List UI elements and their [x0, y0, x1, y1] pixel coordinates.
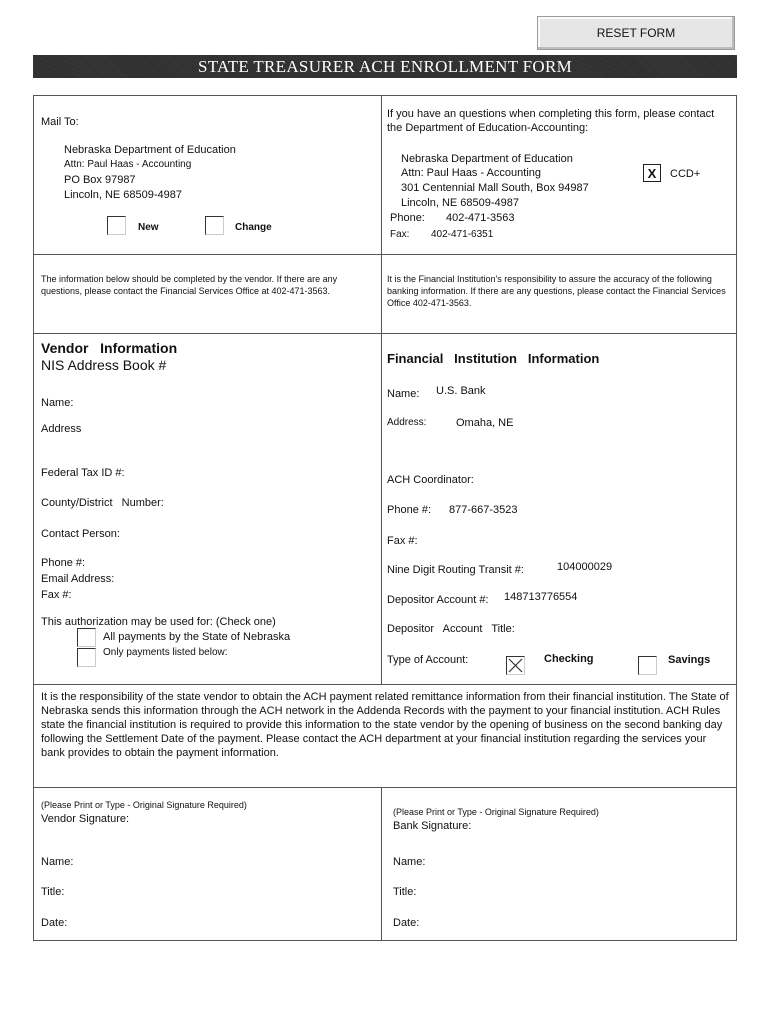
responsibility-text: It is the responsibility of the state vendor to obtain the ACH payment related remittance information from their financial institution. The State of Nebraska sends this information through the ACH network in the Addenda Records with the payment to your financial institution. ACH Rules state the financial institution is required to provide this information to the state vendor by the opening of business on the second banking day following the Settlement Date of the payment. Please contact the ACH department at your financial institution regarding the services your bank provides to obtain the payment information.	[41, 691, 729, 759]
ccd-checkbox[interactable]: X	[643, 164, 661, 182]
listed-payments-checkbox[interactable]	[77, 648, 96, 667]
checkmark-x-icon	[507, 657, 524, 674]
phone-label: Phone:	[390, 212, 425, 224]
reset-form-button[interactable]: RESET FORM	[537, 16, 735, 50]
account-number-value[interactable]: 148713776554	[504, 591, 578, 603]
bank-heading: Financial Institution Information	[387, 351, 600, 366]
account-number-label: Depositor Account #:	[387, 594, 489, 606]
routing-label: Nine Digit Routing Transit #:	[387, 564, 524, 576]
bank-sig-date-label: Date:	[393, 917, 420, 929]
bank-phone-value[interactable]: 877-667-3523	[449, 504, 518, 516]
questions-street: 301 Centennial Mall South, Box 94987	[401, 182, 589, 194]
questions-city: Lincoln, NE 68509-4987	[401, 197, 520, 209]
questions-intro: If you have an questions when completing this form, please contact the Department of Education-Accounting:	[387, 108, 715, 134]
fax-label: Fax:	[390, 229, 410, 240]
nis-address-label: NIS Address Book #	[41, 357, 167, 373]
vendor-heading: Vendor Information	[41, 340, 178, 356]
vendor-address-label: Address	[41, 423, 82, 435]
vendor-sig-name-label: Name:	[41, 856, 74, 868]
ccd-label: CCD+	[670, 168, 701, 180]
questions-org: Nebraska Department of Education	[401, 153, 573, 165]
ach-coordinator-label: ACH Coordinator:	[387, 474, 474, 486]
vendor-fax-label: Fax #:	[41, 589, 72, 601]
mail-to-label: Mail To:	[41, 116, 79, 128]
checking-label: Checking	[544, 653, 594, 665]
bank-sig-name-label: Name:	[393, 856, 426, 868]
checking-checkbox[interactable]	[506, 656, 525, 675]
bank-address-value[interactable]: Omaha, NE	[456, 417, 514, 429]
bank-address-label: Address:	[387, 417, 427, 428]
bank-phone-label: Phone #:	[387, 504, 432, 516]
change-label: Change	[235, 222, 272, 233]
vendor-name-label: Name:	[41, 397, 74, 409]
all-payments-label: All payments by the State of Nebraska	[103, 631, 291, 643]
bank-sig-title-label: Title:	[393, 886, 417, 898]
new-label: New	[138, 222, 159, 233]
account-title-label: Depositor Account Title:	[387, 623, 515, 635]
account-type-label: Type of Account:	[387, 654, 469, 666]
bank-signature-label: Bank Signature:	[393, 820, 472, 832]
savings-checkbox[interactable]	[638, 656, 657, 675]
bank-name-value[interactable]: U.S. Bank	[436, 385, 486, 397]
contact-person-label: Contact Person:	[41, 528, 120, 540]
email-label: Email Address:	[41, 573, 115, 585]
county-district-label: County/District Number:	[41, 497, 164, 509]
all-payments-checkbox[interactable]	[77, 628, 96, 647]
vendor-sig-note: (Please Print or Type - Original Signature Required)	[41, 800, 247, 810]
vendor-sig-date-label: Date:	[41, 917, 68, 929]
authorization-label: This authorization may be used for: (Check one)	[41, 616, 276, 628]
mail-city: Lincoln, NE 68509-4987	[64, 189, 183, 201]
savings-label: Savings	[668, 654, 711, 666]
bank-note: It is the Financial Institution's responsibility to assure the accuracy of the following banking information. If there are any questions, please contact the Financial Services Office 402-471-3563.	[387, 274, 726, 308]
form-title: STATE TREASURER ACH ENROLLMENT FORM	[33, 55, 737, 78]
vendor-signature-label: Vendor Signature:	[41, 813, 130, 825]
federal-tax-label: Federal Tax ID #:	[41, 467, 125, 479]
mail-attn: Attn: Paul Haas - Accounting	[64, 159, 192, 170]
vendor-sig-title-label: Title:	[41, 886, 65, 898]
change-checkbox[interactable]	[205, 216, 224, 235]
fax-value: 402-471-6351	[431, 229, 494, 240]
new-checkbox[interactable]	[107, 216, 126, 235]
routing-value[interactable]: 104000029	[557, 561, 613, 573]
vendor-note: The information below should be completed by the vendor. If there are any questions, please contact the Financial Services Office at 402-471-3563.	[41, 274, 338, 296]
bank-fax-label: Fax #:	[387, 535, 418, 547]
mail-pobox: PO Box 97987	[64, 174, 136, 186]
bank-name-label: Name:	[387, 388, 420, 400]
phone-value: 402-471-3563	[446, 212, 515, 224]
vendor-phone-label: Phone #:	[41, 557, 86, 569]
listed-payments-label: Only payments listed below:	[103, 647, 228, 658]
questions-attn: Attn: Paul Haas - Accounting	[401, 167, 542, 179]
bank-sig-note: (Please Print or Type - Original Signature Required)	[393, 807, 599, 817]
mail-org: Nebraska Department of Education	[64, 144, 236, 156]
